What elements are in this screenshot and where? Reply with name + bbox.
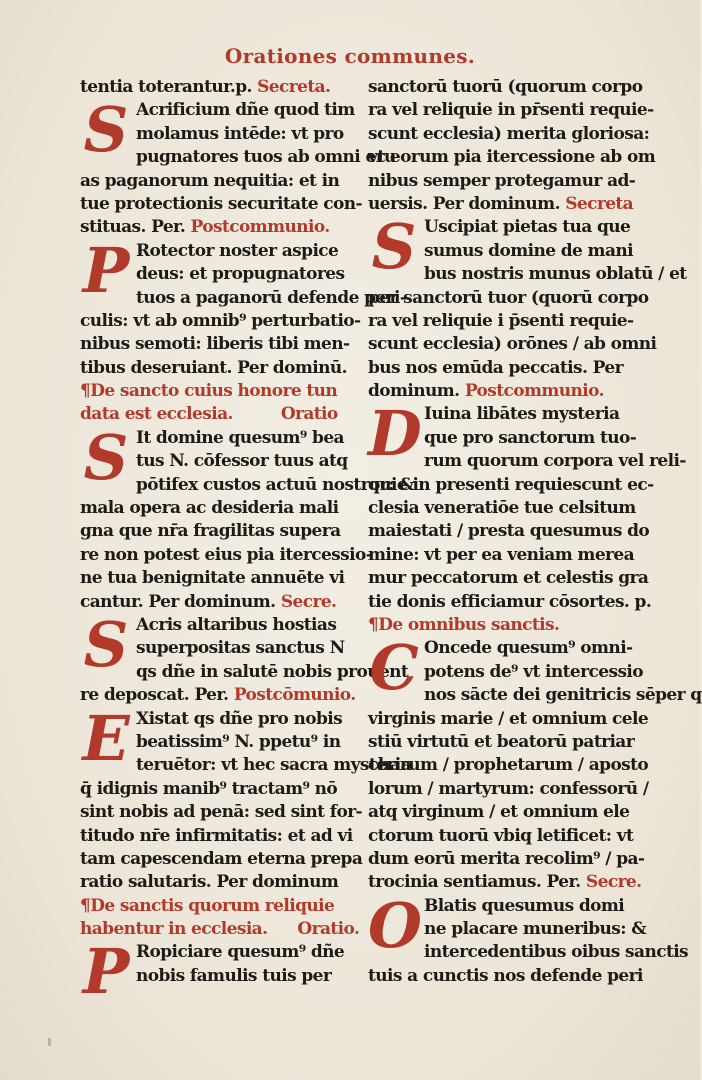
rubric: Postcommunio. — [464, 381, 604, 402]
rubric-heading: ¶De sancto cuius honore tun — [80, 381, 338, 402]
paragraph-mark: ¶ — [80, 381, 91, 402]
right-column: sanctorū tuorū (quorum corpo ra vel reliquie in pr̄senti requie- scunt ecclesia) merita gloriosa: vt eorum pia itercessione ab om nibus semper protegamur ad- uersis. Per dominum. Secreta S Uscipiat pietas tua que sumus domine de mani bus nostris munus oblatū / et per sanctorū tuor (quorū corpo ra vel reliquie i p̄senti requie- scunt ecclesia) orōnes / ab omni bus nos emūda peccatis. Per dominum. Postcommunio. D Iuina libātes mysteria que pro sanctorum tuo- rum quorum corpora vel reli- quie in presenti requiescunt ec- clesia veneratiōe tue celsitum maiestati / presta quesumus do mine: vt per ea veniam merea mur peccatorum et celestis gra tie donis efficiamur cōsortes. p. ¶De omnibus sanctis. C Oncede quesum⁹ omni- potens de⁹ vt intercessio nos sācte dei genitricis sēper q virginis marie / et omnium cele stiū virtutū et beatorū patriar charum / prophetarum / aposto lorum / martyrum: confessorū / atq virginum / et omnium ele ctorum tuorū vbiq letificet: vt dum eorū merita recolim⁹ / pa- trocinia sentiamus. Per. Secre. O Blatis quesumus domi ne placare muneribus: & intercedentibus oibus sanctis tuis a cunctis nos defende peri — [368, 76, 644, 988]
rubric-heading: ¶De sanctis quorum reliquie — [80, 895, 335, 916]
text-line: tentia toterantur.p. Secreta. — [80, 77, 331, 97]
rubric: Secreta — [565, 193, 634, 214]
paragraph: S It domine quesum⁹ bea tus N. cōfessor tuus atq pōtifex custos actuū nostror: & mala opera ac desideria mali gna que nr̄a fragilitas supera re non potest eius pia itercessio- ne tua benignitate annuēte vi cantur. Per dominum. Secre. — [80, 420, 414, 612]
initial-letter: C — [369, 631, 419, 705]
running-head: Orationes communes. — [224, 44, 476, 68]
rubric-heading: habentur in ecclesia. Oratio. — [80, 919, 360, 940]
paragraph: S Uscipiat pietas tua que sumus domine de mani bus nostris munus oblatū / et per sanctorū tuor (quorū corpo ra vel reliquie i p̄senti requie- scunt ecclesia) orōnes / ab omni bus nos emūda peccatis. Per dominum. Postcommunio. — [368, 210, 687, 402]
rubric-heading: data est ecclesia. Oratio — [80, 404, 338, 425]
initial-letter: O — [368, 888, 423, 962]
paragraph: D Iuina libātes mysteria que pro sanctorum tuo- rum quorum corpora vel reli- quie in presenti requiescunt ec- clesia veneratiōe tue celsitum maiestati / presta quesumus do mine: vt per ea veniam merea mur peccatorum et celestis gra tie donis efficiamur cōsortes. p. — [368, 397, 686, 612]
page-mark — [48, 1038, 51, 1046]
paragraph-mark: ¶ — [80, 895, 91, 916]
rubric: Secreta. — [257, 77, 331, 97]
paragraph: E Xistat qs dñe pro nobis beatissim⁹ N. ppetu⁹ in teruētor: vt hec sacra mysteria q̄ idignis manib⁹ tractam⁹ nō sint nobis ad penā: sed sint for- titudo nr̄e infirmitatis: et ad vi tam capescendam eterna prepa ratio salutaris. Per dominum — [80, 701, 411, 893]
initial-letter: P — [82, 233, 130, 307]
rubric: Secre. — [585, 872, 642, 893]
initial-letter: D — [368, 397, 422, 471]
initial-letter: P — [82, 935, 130, 1009]
initial-letter: S — [83, 93, 129, 167]
rubric: Postcōmunio. — [233, 685, 356, 706]
paragraph: P Rotector noster aspice deus: et propugnatores tuos a paganorū defende peri- culis: vt ab omnib⁹ perturbatio- nibus semoti: liberis tibi men- tibus deseruiant. Per dominū. — [80, 233, 407, 378]
paragraph-mark: ¶ — [368, 614, 379, 635]
rubric: Postcommunio. — [190, 217, 330, 238]
paragraph: P Ropiciare quesum⁹ dñe nobis famulis tuis per — [80, 941, 356, 988]
initial-letter: S — [83, 607, 129, 681]
paragraph: C Oncede quesum⁹ omni- potens de⁹ vt intercessio nos sācte dei genitricis sēper q virginis marie / et omnium cele stiū virtutū et beatorū patriar charum / prophetarum / aposto lorum / martyrum: confessorū / atq virginum / et omnium ele ctorum tuorū vbiq letificet: vt dum eorū merita recolim⁹ / pa- trocinia sentiamus. Per. Secre. — [368, 631, 702, 893]
initial-letter: E — [82, 701, 130, 775]
rubric-heading: ¶De omnibus sanctis. — [368, 614, 560, 635]
initial-letter: S — [83, 420, 129, 494]
paragraph: O Blatis quesumus domi ne placare muneribus: & intercedentibus oibus sanctis tuis a cunctis nos defende peri — [368, 888, 689, 986]
paragraph: S Acrificium dñe quod tim molamus intēde: vt pro pugnatores tuos ab omni eru as paganorum nequitia: et in tue protectionis securitate con- stituas. Per. Postcommunio. — [80, 93, 396, 238]
rubric: Secre. — [280, 591, 337, 612]
left-column — [80, 76, 414, 1009]
initial-letter: S — [371, 210, 417, 284]
paragraph: S Acris altaribus hostias superpositas sanctus N qs dñe in salutē nobis prouent re deposcat. Per. Postcōmunio. — [80, 607, 409, 706]
